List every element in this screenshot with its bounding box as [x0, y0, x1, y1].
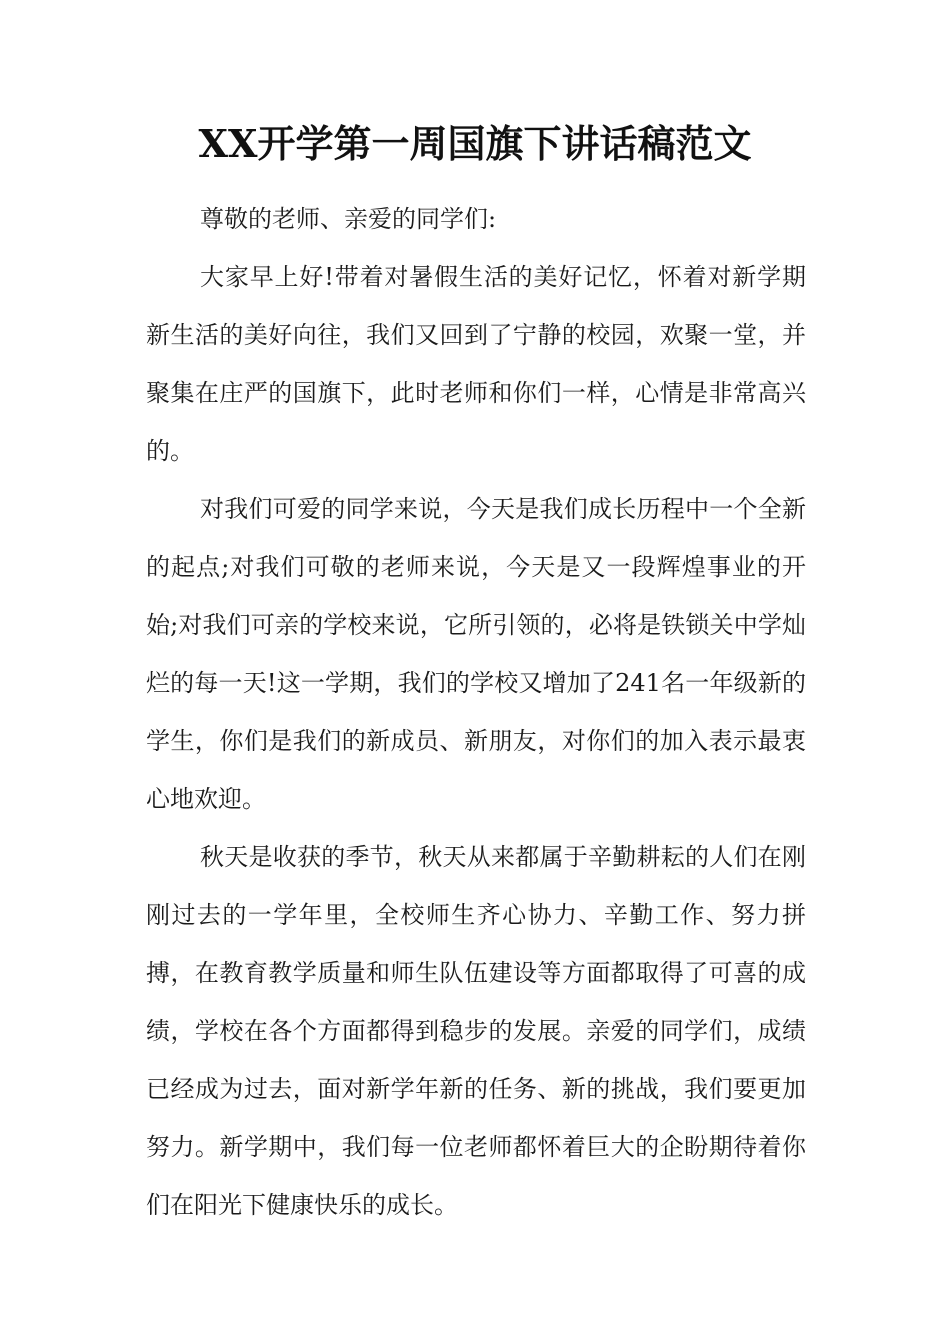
- paragraph-greeting: 尊敬的老师、亲爱的同学们:: [200, 205, 497, 233]
- document-title: XX开学第一周国旗下讲话稿范文: [198, 121, 752, 166]
- document-body: [146, 190, 806, 1234]
- paragraph-2: 对我们可爱的同学来说，今天是我们成长历程中一个全新的起点;对我们可敬的老师来说，今天是又一段辉煌事业的开始;对我们可亲的学校来说，它所引领的，必将是铁锁关中学灿烂的每一天!这一学期，我们的学校又增加了241名一年级新的学生，你们是我们的新成员、新朋友，对你们的加入表示最衷心地欢迎。: [146, 495, 806, 813]
- paragraph-3: 秋天是收获的季节，秋天从来都属于辛勤耕耘的人们在刚刚过去的一学年里，全校师生齐心协力、辛勤工作、努力拼搏，在教育教学质量和师生队伍建设等方面都取得了可喜的成绩，学校在各个方面都得到稳步的发展。亲爱的同学们，成绩已经成为过去，面对新学年新的任务、新的挑战，我们要更加努力。新学期中，我们每一位老师都怀着巨大的企盼期待着你们在阳光下健康快乐的成长。: [146, 843, 806, 1219]
- paragraph-1: 大家早上好!带着对暑假生活的美好记忆，怀着对新学期新生活的美好向往，我们又回到了宁静的校园，欢聚一堂，并聚集在庄严的国旗下，此时老师和你们一样，心情是非常高兴的。: [146, 263, 806, 465]
